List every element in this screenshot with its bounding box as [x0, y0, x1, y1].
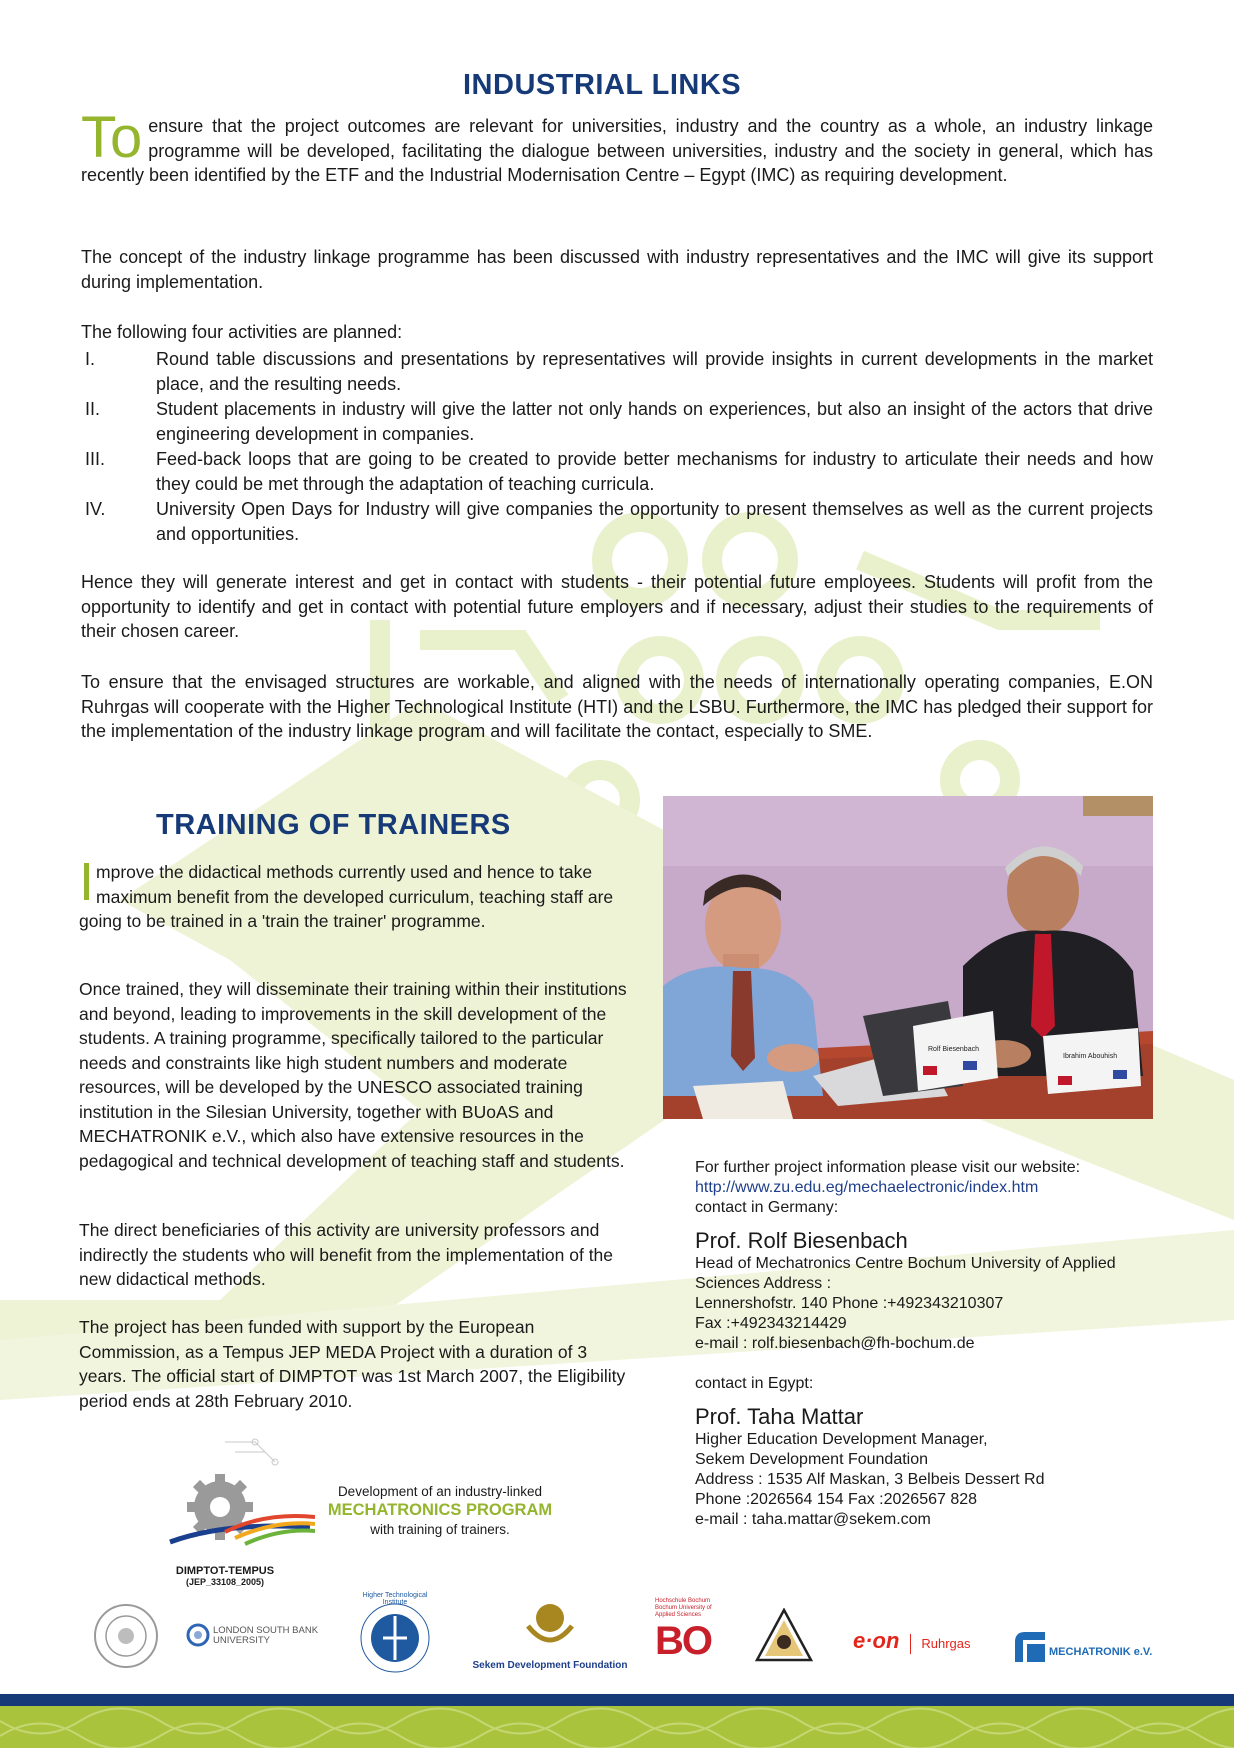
program-logo-caption	[165, 1566, 285, 1588]
sekem-logo	[460, 1596, 640, 1676]
gear-icon	[165, 1432, 315, 1562]
training-title: TRAINING OF TRAINERS	[156, 809, 511, 841]
partner-logos	[80, 1592, 1160, 1682]
activity-number: III.	[85, 449, 106, 469]
caption-line-2: (JEP_33108_2005)	[185, 1577, 265, 1587]
silesian-university-logo	[92, 1602, 160, 1670]
program-line-1: Development of an industry-linked	[337, 1484, 543, 1499]
program-logo-text	[315, 1482, 565, 1539]
activity-text: Round table discussions and presentations by representatives will provide insights in current developments in the market place, and the resulting needs.	[156, 349, 1153, 394]
nameplate-left: Rolf Biesenbach	[928, 1046, 979, 1053]
sekem-emblem-icon	[460, 1596, 640, 1656]
contact-block	[695, 1158, 1116, 1530]
egypt-contact-line: Address : 1535 Alf Maskan, 3 Belbeis Dessert Rd	[695, 1471, 1045, 1488]
intro-text: ensure that the project outcomes are relevant for universities, industry and the country as a whole, an industry linkage programme will be developed, facilitating the dialogue between universities, industry and the society in general, which has recently been identified by the ETF and the Industrial Modernisation Centre – Egypt (IMC) as requiring development.	[81, 116, 1153, 185]
activities-list	[81, 347, 1153, 547]
egypt-contact-label: contact in Egypt:	[695, 1375, 814, 1392]
program-logo	[165, 1432, 585, 1592]
egypt-contact-line: Higher Education Development Manager,	[695, 1431, 988, 1448]
hti-text: Higher Technological Institute	[362, 1592, 428, 1606]
hti-logo	[355, 1592, 435, 1676]
egypt-contact-name: Prof. Taha Mattar	[695, 1404, 864, 1429]
website-label: For further project information please visit our website:	[695, 1159, 1081, 1176]
lsbu-emblem-icon	[185, 1622, 211, 1648]
eon-text: e·on	[853, 1628, 900, 1653]
sekem-text: Sekem Development Foundation	[472, 1660, 628, 1671]
bochum-big-text: BO	[655, 1619, 711, 1663]
program-line-3: with training of trainers.	[370, 1522, 510, 1537]
industrial-links-paragraph-5: To ensure that the envisaged structures are workable, and aligned with the needs of internationally operating companies, E.ON Ruhrgas will cooperate with the Higher Technological Institute (HTI) and the LSBU. Furthermore, the IMC has pledged their support for the implementation of the industry linkage program and will facilitate the contact, especially to SME.	[81, 672, 1153, 741]
bottom-green-band	[0, 1706, 1234, 1748]
germany-contact-line: Sciences Address :	[695, 1275, 832, 1292]
activity-text: Student placements in industry will give the latter not only hands on experiences, but also an insight of the actors that drive engineering development in companies.	[156, 399, 1153, 444]
activity-item	[81, 397, 1153, 446]
activity-item	[81, 447, 1153, 496]
training-paragraph-2: Once trained, they will disseminate their training within their institutions and beyond, leading to improvements in the skill development of the students. A training programme, specifically tailored to the particular needs and constraints like high student numbers and moderate resources, will be developed by the UNESCO associated training institution in the Silesian University, together with BUoAS and MECHATRONIK e.V., which also have extensive resources in the pedagogical and technical development of teaching staff and students.	[79, 979, 627, 1171]
industrial-links-intro	[81, 105, 1153, 188]
industrial-links-paragraph-2: The concept of the industry linkage programme has been discussed with industry representatives and the IMC will give its support during implementation.	[81, 247, 1153, 292]
germany-contact-line: Fax :+492343214429	[695, 1315, 847, 1332]
industrial-links-paragraph-4: Hence they will generate interest and get in contact with students - their potential future employees. Students will profit from the opportunity to identify and get in contact with potential future employers and if necessary, adjust their studies to the requirements of their chosen career.	[81, 572, 1153, 641]
industrial-links-title: INDUSTRIAL LINKS	[463, 69, 742, 101]
egypt-email[interactable]: e-mail : taha.mattar@sekem.com	[695, 1511, 931, 1528]
activity-item	[81, 497, 1153, 546]
egypt-contact-line: Sekem Development Foundation	[695, 1451, 929, 1468]
hti-emblem-icon	[355, 1598, 435, 1676]
university-shield-logo	[753, 1608, 815, 1666]
nameplate-right: Ibrahim Abouhish	[1063, 1053, 1118, 1060]
mechatronik-logo	[1015, 1636, 1160, 1666]
caption-line-1: DIMPTOT-TEMPUS	[175, 1565, 275, 1577]
mechatronik-text: MECHATRONIK e.V.	[1049, 1646, 1153, 1658]
logo-divider	[910, 1634, 911, 1654]
activity-number: I.	[85, 349, 96, 369]
dropcap-i: I	[79, 852, 95, 912]
lsbu-text: LONDON SOUTH BANK UNIVERSITY	[213, 1625, 319, 1646]
bottom-pattern	[0, 1706, 1234, 1748]
dropcap-to: To	[81, 105, 143, 170]
egypt-contact-line: Phone :2026564 154 Fax :2026567 828	[695, 1491, 978, 1508]
website-link[interactable]: http://www.zu.edu.eg/mechaelectronic/index.htm	[695, 1179, 1039, 1196]
germany-contact-line: Head of Mechatronics Centre Bochum University of Applied	[695, 1255, 1116, 1272]
activity-number: IV.	[85, 499, 106, 519]
mechatronik-emblem-icon	[1015, 1632, 1045, 1662]
training-paragraph-4: The project has been funded with support by the European Commission, as a Tempus JEP MEDA Project with a duration of 3 years. The official start of DIMPTOT was 1st March 2007, the Eligibility period ends at 28th February 2010.	[79, 1317, 626, 1411]
activity-text: Feed-back loops that are going to be created to provide better mechanisms for industry to articulate their needs and how they could be met through the adaptation of teaching curricula.	[156, 449, 1153, 494]
bochum-logo	[655, 1598, 725, 1678]
activities-intro: The following four activities are planned:	[81, 322, 403, 342]
meeting-photo	[663, 796, 1153, 1119]
program-line-2: MECHATRONICS PROGRAM	[327, 1501, 553, 1519]
meeting-photo-illustration	[663, 796, 1153, 1119]
ruhrgas-text: Ruhrgas	[921, 1636, 971, 1651]
activity-text: University Open Days for Industry will give companies the opportunity to present themselves as well as the current projects and opportunities.	[156, 499, 1153, 544]
bochum-small-text: Hochschule Bochum Bochum University of Applied Sciences	[655, 1598, 712, 1618]
activity-number: II.	[85, 399, 101, 419]
training-intro-text: mprove the didactical methods currently used and hence to take maximum benefit from the developed curriculum, teaching staff are going to be trained in a 'train the trainer' programme.	[79, 862, 614, 931]
bottom-blue-band	[0, 1694, 1234, 1706]
germany-contact-line: Lennershofstr. 140 Phone :+492343210307	[695, 1295, 1004, 1312]
training-paragraph-3: The direct beneficiaries of this activity are university professors and indirectly the students who will benefit from the implementation of the new didactical methods.	[79, 1220, 614, 1289]
eon-ruhrgas-logo	[853, 1628, 993, 1658]
training-intro	[79, 852, 629, 934]
germany-email[interactable]: e-mail : rolf.biesenbach@fh-bochum.de	[695, 1335, 975, 1352]
lsbu-logo	[185, 1622, 330, 1652]
activity-item	[81, 347, 1153, 396]
germany-contact-name: Prof. Rolf Biesenbach	[695, 1228, 908, 1253]
germany-contact-label: contact in Germany:	[695, 1199, 839, 1216]
